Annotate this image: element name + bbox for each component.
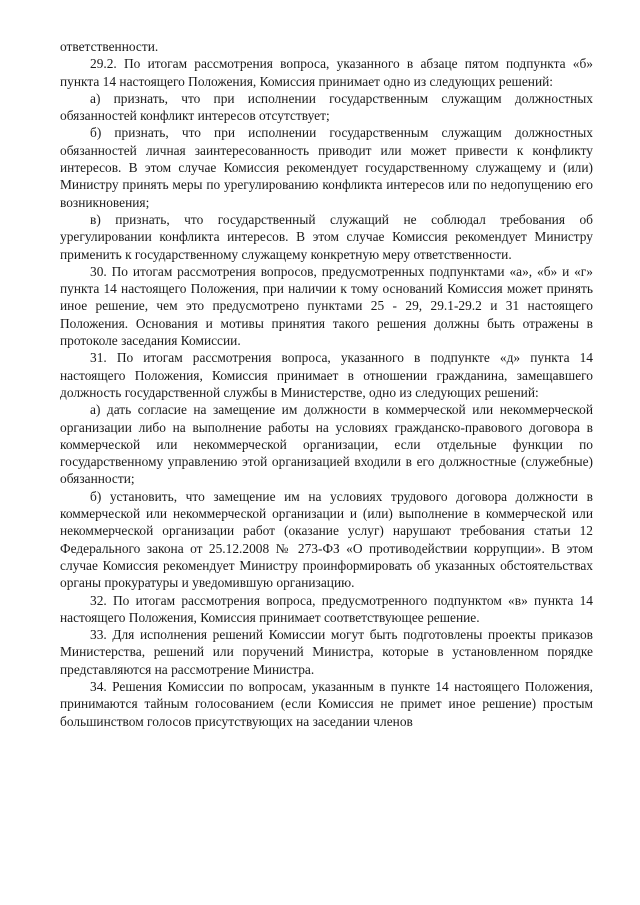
paragraph-29-2-v: в) признать, что государственный служащий не соблюдал требования об урегулировании конфликта интересов. В этом случае Комиссия рекомендует Министру применить к государственному служащему конкретную меру ответственности.	[60, 211, 593, 262]
paragraph-32: 32. По итогам рассмотрения вопроса, предусмотренного подпунктом «в» пункта 14 настоящего Положения, Комиссия принимает соответствующее решение.	[60, 592, 593, 625]
paragraph-30: 30. По итогам рассмотрения вопросов, предусмотренных подпунктами «а», «б» и «г» пункта 14 настоящего Положения, при наличии к тому оснований Комиссия может принять иное решение, чем это предусмотрено пунктами 25 - 29, 29.1-29.2 и 31 настоящего Положения. Основания и мотивы принятия такого решения должны быть отражены в протоколе заседания Комиссии.	[60, 263, 593, 349]
paragraph-29-2: 29.2. По итогам рассмотрения вопроса, указанного в абзаце пятом подпункта «б» пункта 14 настоящего Положения, Комиссия принимает одно из следующих решений:	[60, 56, 593, 89]
paragraph-34: 34. Решения Комиссии по вопросам, указанным в пункте 14 настоящего Положения, принимаются тайным голосованием (если Комиссия не примет иное решение) простым большинством голосов присутствующих на заседании членов	[60, 678, 593, 729]
paragraph-29-2-b: б) признать, что при исполнении государственным служащим должностных обязанностей личная заинтересованность приводит или может привести к конфликту интересов. В этом случае Комиссия рекомендует государственному служащему и (или) Министру принять меры по урегулированию конфликта интересов или по недопущению его возникновения;	[60, 125, 593, 210]
document-page	[60, 38, 593, 730]
paragraph-29-2-a: а) признать, что при исполнении государственным служащим должностных обязанностей конфликт интересов отсутствует;	[60, 90, 593, 124]
paragraph-33: 33. Для исполнения решений Комиссии могут быть подготовлены проекты приказов Министерства, решений или поручений Министра, которые в установленном порядке представляются на рассмотрение Министра.	[60, 627, 593, 677]
paragraph-31: 31. По итогам рассмотрения вопроса, указанного в подпункте «д» пункта 14 настоящего Положения, Комиссия принимает в отношении гражданина, замещавшего должность государственной службы в Министерстве, одно из следующих решений:	[60, 350, 593, 400]
paragraph-continuation: ответственности.	[60, 39, 159, 54]
paragraph-31-a: а) дать согласие на замещение им должности в коммерческой или некоммерческой организации либо на выполнение работы на условиях гражданско-правового договора в коммерческой или некоммерческой организации, если отдельные функции по государственному управлению этой организацией входили в его должностные (служебные) обязанности;	[60, 402, 593, 487]
paragraph-31-b: б) установить, что замещение им на условиях трудового договора должности в коммерческой или некоммерческой организации и (или) выполнение в коммерческой или некоммерческой организации работ (оказание услуг) нарушают требования статьи 12 Федерального закона от 25.12.2008 № 273-ФЗ «О противодействии коррупции». В этом случае Комиссия рекомендует Министру проинформировать об указанных обстоятельствах органы прокуратуры и уведомившую организацию.	[60, 488, 593, 591]
